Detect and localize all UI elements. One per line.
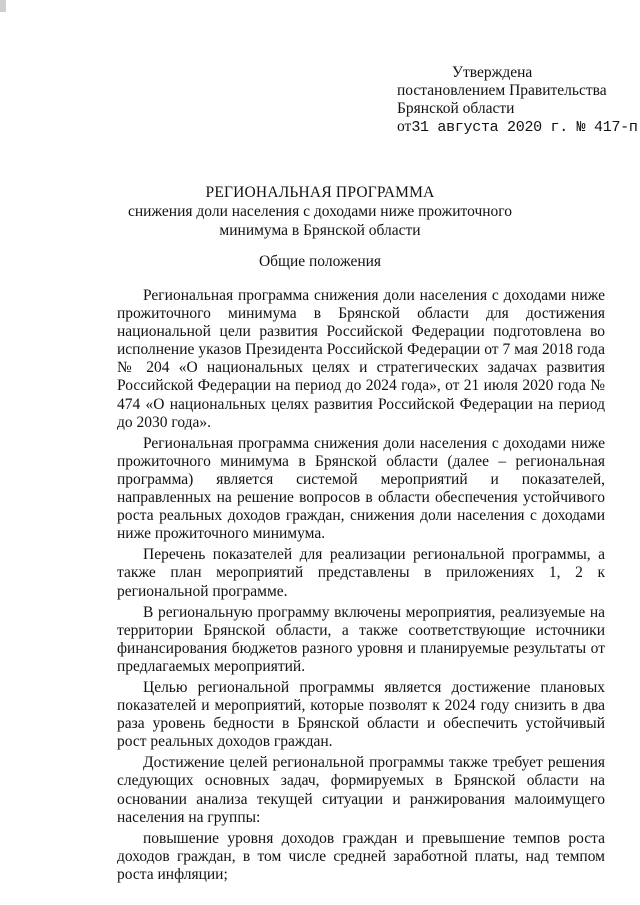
approval-date-prefix: от bbox=[397, 118, 412, 135]
document-title bbox=[0, 183, 640, 240]
paragraph: Региональная программа снижения доли населения с доходами ниже прожиточного минимума в Брянской области (далее – региональная программа) является системой мероприятий и показателей, направленных на решение вопросов в области обеспечения устойчивого роста реальных доходов граждан, снижения доли населения с доходами ниже прожиточного минимума. bbox=[117, 434, 605, 543]
paragraph: повышение уровня доходов граждан и превышение темпов роста доходов граждан, в том числе средней заработной платы, над темпом роста инфляции; bbox=[117, 829, 605, 883]
approval-line-date bbox=[397, 118, 638, 137]
paragraph: Достижение целей региональной программы также требует решения следующих основных задач, формируемых в Брянской области на основании анализа текущей ситуации и ранжирования малоимущего населения на группы: bbox=[117, 754, 605, 826]
approval-block bbox=[397, 64, 638, 137]
paragraph: Перечень показателей для реализации региональной программы, а также план мероприятий представлены в приложениях 1, 2 к региональной программе. bbox=[117, 546, 605, 600]
paragraph: Региональная программа снижения доли населения с доходами ниже прожиточного минимума в Брянской области для достижения национальной цели развития Российской Федерации подготовлена во исполнение указов Президента Российской Федерации от 7 мая 2018 года № 204 «О национальных целях и стратегических задачах развития Российской Федерации на период до 2024 года», от 21 июля 2020 года № 474 «О национальных целях развития Российской Федерации на период до 2030 года». bbox=[117, 287, 605, 431]
title-main: РЕГИОНАЛЬНАЯ ПРОГРАММА bbox=[205, 184, 435, 201]
approval-line-region: Брянской области bbox=[397, 100, 515, 117]
approval-line-approved: Утверждена bbox=[452, 64, 533, 81]
title-sub-line-1: снижения доли населения с доходами ниже прожиточного bbox=[127, 203, 513, 220]
paragraph: В региональную программу включены мероприятия, реализуемые на территории Брянской области, а также соответствующие источники финансирования бюджетов разного уровня и планируемые результаты от предлагаемых мероприятий. bbox=[117, 603, 605, 675]
section-title: Общие положения bbox=[258, 253, 382, 270]
body-text bbox=[117, 287, 605, 887]
approval-line-decree: постановлением Правительства bbox=[397, 82, 607, 99]
approval-date-stamp: 31 августа 2020 г. № 417-п bbox=[411, 119, 638, 136]
scan-edge-mark bbox=[0, 0, 6, 12]
paragraph: Целью региональной программы является достижение плановых показателей и мероприятий, которые позволят к 2024 году снизить в два раза уровень бедности в Брянской области и обеспечить устойчивый рост реальных доходов граждан. bbox=[117, 678, 605, 751]
title-sub-line-2: минимума в Брянской области bbox=[219, 222, 421, 239]
